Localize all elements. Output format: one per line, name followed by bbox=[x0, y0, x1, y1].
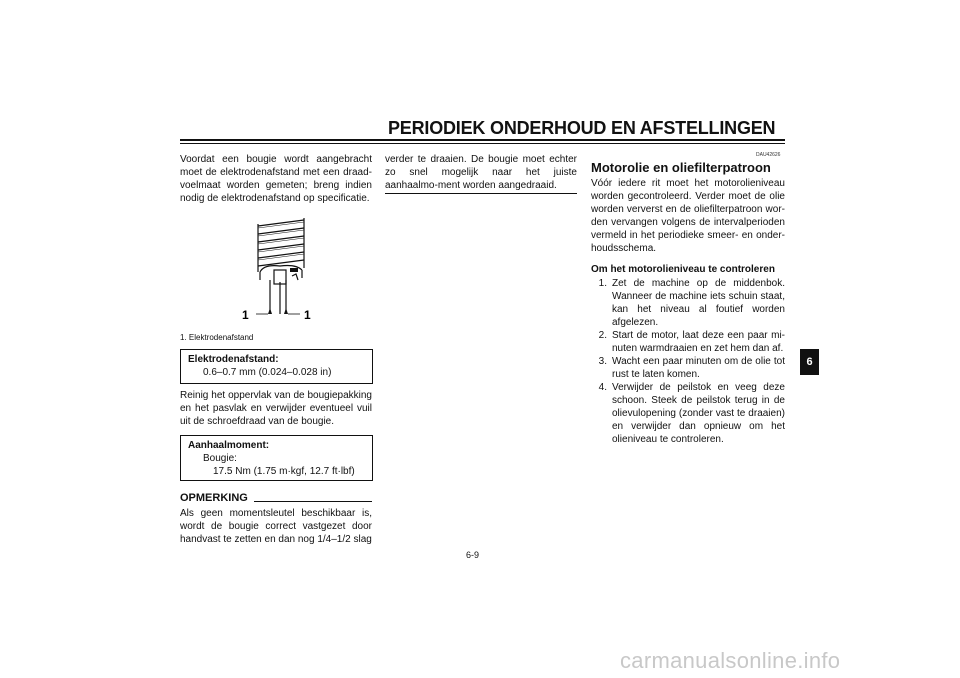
list-item: 1. Zet de machine op de middenbok. Wanneer de machine iets schuin staat, kan het niveau al foutief worden afgelezen. bbox=[598, 278, 785, 328]
watermark: carmanualsonline.info bbox=[620, 648, 841, 673]
column-middle bbox=[385, 153, 577, 192]
note-rule bbox=[254, 501, 372, 502]
torque-label: Aanhaalmoment: bbox=[188, 440, 270, 451]
note-end-rule bbox=[385, 193, 577, 194]
section-title: Motorolie en oliefilterpatroon bbox=[591, 160, 771, 175]
section-tab: 6 bbox=[800, 349, 819, 375]
spec-label: Elektrodenafstand: bbox=[188, 354, 279, 365]
subheading: Om het motorolieniveau te controleren bbox=[591, 264, 775, 275]
section-intro: Vóór iedere rit moet het motorolieniveau worden gecontroleerd. Verder moet de olie worden ververst en de oliefilterpatroon wor-den vervangen volgens de intervalperioden vermeld in het periodieke smeer- en onder-houdsschema. bbox=[591, 178, 785, 254]
steps-list bbox=[591, 277, 785, 446]
note-text: Als geen momentsleutel beschikbaar is, wordt de bougie correct vastgezet door handvast te zetten en dan nog 1/4–1/2 slag bbox=[180, 508, 372, 545]
column-left bbox=[180, 153, 372, 205]
list-item: 3. Wacht een paar minuten om de olie tot rust te laten komen. bbox=[598, 356, 785, 380]
spec-box-torque bbox=[180, 435, 373, 481]
note-heading: OPMERKING bbox=[180, 492, 248, 504]
torque-value: 17.5 Nm (1.75 m·kgf, 12.7 ft·lbf) bbox=[213, 466, 355, 477]
torque-item: Bougie: bbox=[203, 453, 237, 464]
header-rule bbox=[180, 139, 785, 141]
page-title: PERIODIEK ONDERHOUD EN AFSTELLINGEN bbox=[388, 118, 776, 138]
spec-box-gap bbox=[180, 349, 373, 384]
header-rule-thin bbox=[180, 143, 785, 144]
page-number: 6-9 bbox=[466, 550, 480, 560]
list-item: 2. Start de motor, laat deze een paar mi-nuten warmdraaien en zet hem dan af. bbox=[598, 330, 785, 354]
callout-label-right: 1 bbox=[304, 308, 311, 322]
intro-paragraph: Voordat een bougie wordt aangebracht moet de elektrodenafstand met een draad-voelmaat worden gemeten; breng indien nodig de elektrodenafstand op specificatie. bbox=[180, 154, 372, 204]
spec-value: 0.6–0.7 mm (0.024–0.028 in) bbox=[203, 367, 332, 378]
document-code: DAU42626 bbox=[756, 152, 781, 158]
continued-paragraph: verder te draaien. De bougie moet echter zo snel mogelijk naar het juiste aanhaalmo-ment worden aangedraaid. bbox=[385, 154, 577, 191]
list-item: 4. Verwijder de peilstok en veeg deze schoon. Steek de peilstok terug in de olievulopening (zonder vast te draaien) en verwijder dan opnieuw om het olieniveau te controleren. bbox=[598, 382, 785, 445]
spark-plug-figure bbox=[240, 218, 330, 328]
figure-caption: 1. Elektrodenafstand bbox=[180, 333, 254, 342]
spark-plug-illustration bbox=[240, 218, 330, 328]
clean-paragraph: Reinig het oppervlak van de bougiepakking en het pasvlak en verwijder eventueel vuil uit de schroefdraad van de bougie. bbox=[180, 390, 372, 427]
callout-label-left: 1 bbox=[242, 308, 249, 322]
